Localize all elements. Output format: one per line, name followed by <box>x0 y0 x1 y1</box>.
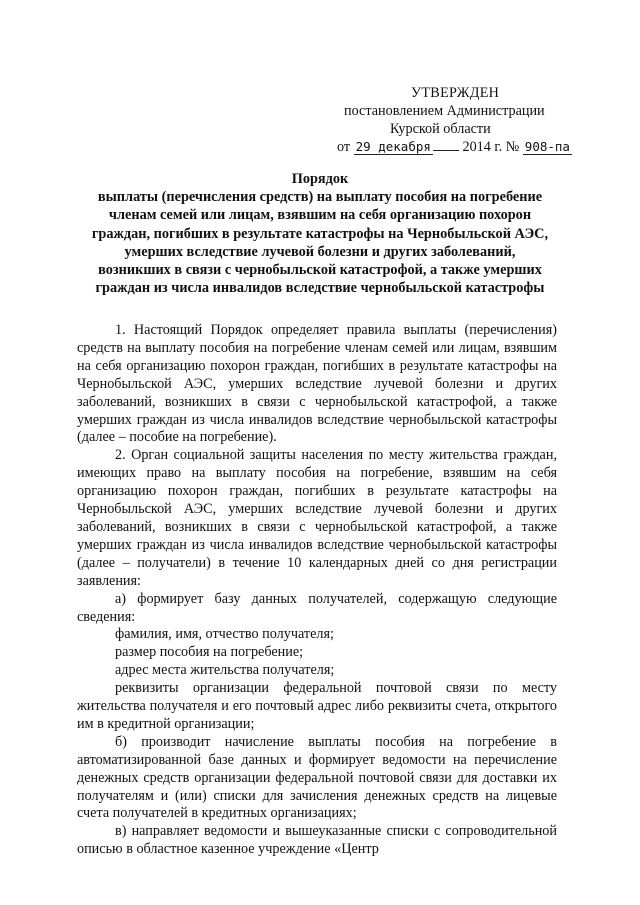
date-blank-line <box>433 150 459 151</box>
item-v: в) направляет ведомости и вышеуказанные списки с сопроводительной описью в областное казенное учреждение «Центр <box>77 823 557 858</box>
date-prefix: от <box>337 139 351 155</box>
list-item: адрес места жительства получателя; <box>115 662 335 679</box>
title-line: возникших в связи с чернобыльской катастрофой, а также умерших <box>98 262 542 279</box>
approval-title: УТВЕРЖДЕН <box>411 85 500 101</box>
approval-issuer: постановлением Администрации <box>344 103 545 119</box>
approval-date-line <box>337 138 587 156</box>
title-line: граждан, погибших в результате катастрофы на Чернобыльской АЭС, <box>91 225 549 242</box>
document-body <box>77 322 557 859</box>
list-item: реквизиты организации федеральной почтовой связи по месту жительства получателя и его почтовый адрес либо реквизиты счета, открытого им в кредитной организации; <box>77 680 557 732</box>
approval-stamp <box>337 84 587 156</box>
document-title <box>60 170 580 297</box>
title-line: членам семей или лицам, взявшим на себя организацию похорон <box>108 207 532 224</box>
list-item: фамилия, имя, отчество получателя; <box>115 626 334 643</box>
title-line: умерших вследствие лучевой болезни и других заболеваний, <box>124 243 516 260</box>
item-b: б) производит начисление выплаты пособия на погребение в автоматизированной базе данных и формирует ведомости на перечисление денежных средств организации федеральной почтовой связи для доставки их получателям и (или) списки для зачисления денежных средств на лицевые счета получателей в кредитных организациях; <box>77 733 557 822</box>
paragraph-2: 2. Орган социальной защиты населения по месту жительства граждан, имеющих право на выплату пособия на погребение, взявшим на себя организацию похорон граждан, погибших в результате катастрофы на Чернобыльской АЭС, умерших вследствие лучевой болезни и других заболеваний, возникших в связи с чернобыльской катастрофой, а также умерших граждан из числа инвалидов вследствие чернобыльской катастрофы (далее – получатели) в течение 10 календарных дней со дня регистрации заявления: <box>77 447 557 589</box>
title-heading: Порядок <box>291 171 349 187</box>
document-number: 908-па <box>524 139 570 154</box>
title-line: выплаты (перечисления средств) на выплату пособия на погребение <box>97 189 543 206</box>
date-day-month: 29 декабря <box>355 139 431 154</box>
approval-region: Курской области <box>390 121 491 137</box>
item-a: а) формирует базу данных получателей, содержащую следующие сведения: <box>77 590 557 625</box>
paragraph-1: 1. Настоящий Порядок определяет правила выплаты (перечисления) средств на выплату пособия на погребение членам семей или лицам, взявшим на себя организацию похорон граждан, погибших в результате катастрофы на Чернобыльской АЭС, умерших вследствие лучевой болезни и других заболеваний, возникших в связи с чернобыльской катастрофой, а также умерших граждан из числа инвалидов вследствие чернобыльской катастрофы (далее – пособие на погребение). <box>77 322 557 446</box>
date-year: 2014 г. № <box>462 139 520 155</box>
title-line: граждан из числа инвалидов вследствие чернобыльской катастрофы <box>95 280 545 297</box>
list-item: размер пособия на погребение; <box>115 644 304 661</box>
